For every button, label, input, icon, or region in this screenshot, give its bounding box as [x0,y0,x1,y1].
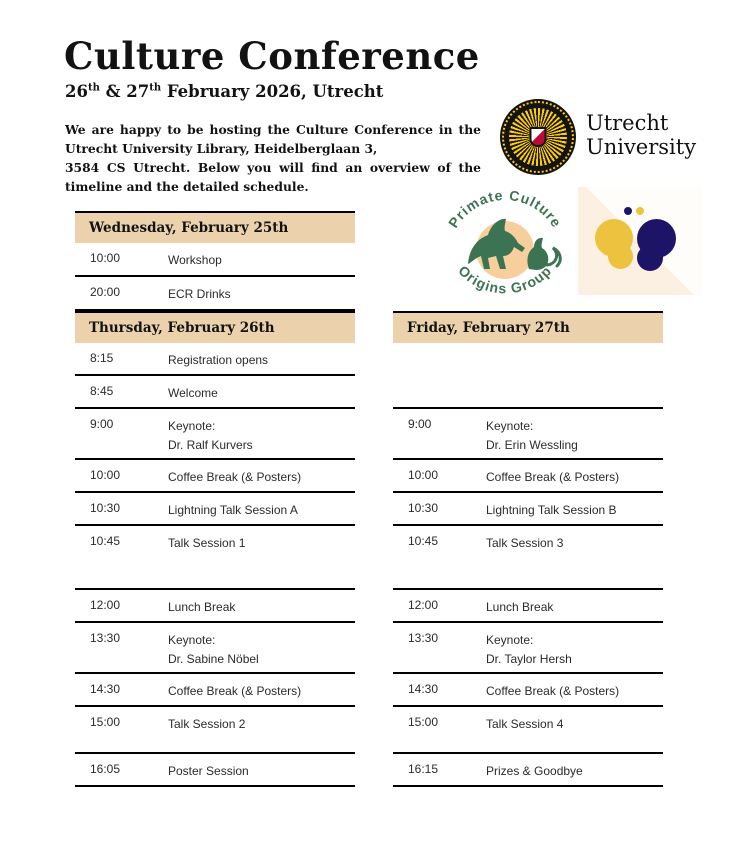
utrecht-wordmark: Utrecht University [586,111,697,159]
time-cell: 14:30 [90,682,121,696]
pcog-logo-svg [434,186,576,308]
rows-thursday [75,343,355,787]
date-day2: 27 [126,82,150,101]
page-title: Culture Conference [64,34,480,78]
schedule-table-wednesday [75,211,355,311]
time-cell: 10:00 [90,468,121,482]
utrecht-university-logo [500,99,715,177]
time-cell: 13:30 [408,631,439,645]
rows-wednesday [75,243,355,311]
schedule-row [75,277,355,311]
butterfly-antenna-dot-left [624,207,632,215]
pcog-arc-top-text: Primate Culture [444,186,566,231]
schedule-row [75,409,355,460]
time-cell: 15:00 [90,715,121,729]
time-cell: 20:00 [90,285,121,299]
butterfly-left-wing-bottom [608,244,633,269]
event-cell: Talk Session 1 [168,536,246,550]
schedule-table-thursday [75,311,355,787]
schedule-row [75,493,355,526]
time-cell: 14:30 [408,682,439,696]
primate-culture-origins-group-logo [434,186,576,308]
schedule-row [393,460,663,493]
rows-friday [393,343,663,787]
event-cell: Keynote: Dr. Taylor Hersh [486,633,572,666]
date-ampersand: & [99,82,127,101]
time-cell: 16:05 [90,762,121,776]
event-cell: ECR Drinks [168,287,231,301]
schedule-row [75,590,355,623]
schedule-row [75,243,355,277]
schedule-row [75,707,355,754]
date-day1: 26 [65,82,88,101]
day-header-thursday: Thursday, February 26th [75,313,355,343]
schedule-row [75,674,355,707]
butterfly-right-wing-bottom [637,245,663,271]
event-cell: Coffee Break (& Posters) [486,470,620,484]
time-cell: 10:30 [408,501,439,515]
time-cell: 9:00 [90,417,114,431]
schedule-row [75,460,355,493]
event-cell: Coffee Break (& Posters) [486,684,620,698]
event-cell: Poster Session [168,764,249,778]
schedule-table-friday [393,311,663,787]
event-cell: Talk Session 3 [486,536,564,550]
schedule-row [393,623,663,674]
schedule-row [393,493,663,526]
time-cell: 10:00 [90,251,121,265]
time-cell: 8:45 [90,384,114,398]
event-cell: Prizes & Goodbye [486,764,583,778]
schedule-row [75,343,355,376]
event-cell: Keynote: Dr. Ralf Kurvers [168,419,253,452]
day-header-friday: Friday, February 27th [393,313,663,343]
time-cell: 10:45 [90,534,121,548]
date-subtitle [65,82,383,101]
event-cell: Lightning Talk Session A [168,503,298,517]
schedule-row [393,707,663,754]
time-cell: 15:00 [408,715,439,729]
schedule-row [75,376,355,409]
event-cell: Welcome [168,386,218,400]
time-cell: 8:15 [90,351,114,365]
schedule-row [393,754,663,787]
event-cell: Coffee Break (& Posters) [168,470,302,484]
time-cell: 10:00 [408,468,439,482]
schedule-row [393,590,663,623]
event-cell: Keynote: Dr. Sabine Nöbel [168,633,259,666]
utrecht-sun-icon [500,99,576,175]
butterfly-antenna-dot-right [636,207,644,215]
event-cell: Talk Session 4 [486,717,564,731]
schedule-row [393,674,663,707]
date-sup2: th [149,82,162,94]
time-cell: 16:15 [408,762,439,776]
schedule-row [75,754,355,787]
event-cell: Lunch Break [168,600,236,614]
time-cell: 13:30 [90,631,121,645]
butterfly-logo [578,187,702,295]
schedule-row [75,526,355,590]
event-cell: Keynote: Dr. Erin Wessling [486,419,578,452]
utrecht-shield-icon [530,127,547,147]
monkey-tail [547,248,560,266]
empty-slot-spacer [393,343,663,409]
time-cell: 12:00 [90,598,121,612]
date-sup1: th [87,82,100,94]
schedule-row [393,409,663,460]
intro-paragraph [65,120,481,196]
day-header-wednesday: Wednesday, February 25th [75,213,355,243]
event-cell: Registration opens [168,353,269,367]
time-cell: 12:00 [408,598,439,612]
event-cell: Lightning Talk Session B [486,503,617,517]
event-cell: Workshop [168,253,222,267]
event-cell: Coffee Break (& Posters) [168,684,302,698]
intro-line-2: 3584 CS Utrecht. Below you will find an overview of the timeline and the detailed schedule. [65,160,481,194]
pcog-arc-bottom-text: Origins Group [455,262,555,297]
schedule-row [393,526,663,590]
time-cell: 10:45 [408,534,439,548]
intro-line-1: We are happy to be hosting the Culture Conference in the Utrecht University Library, Heidelberglaan 3, [65,122,481,156]
event-cell: Lunch Break [486,600,554,614]
time-cell: 10:30 [90,501,121,515]
time-cell: 9:00 [408,417,432,431]
schedule-row [75,623,355,674]
event-cell: Talk Session 2 [168,717,246,731]
date-rest: February 2026, Utrecht [161,82,384,101]
